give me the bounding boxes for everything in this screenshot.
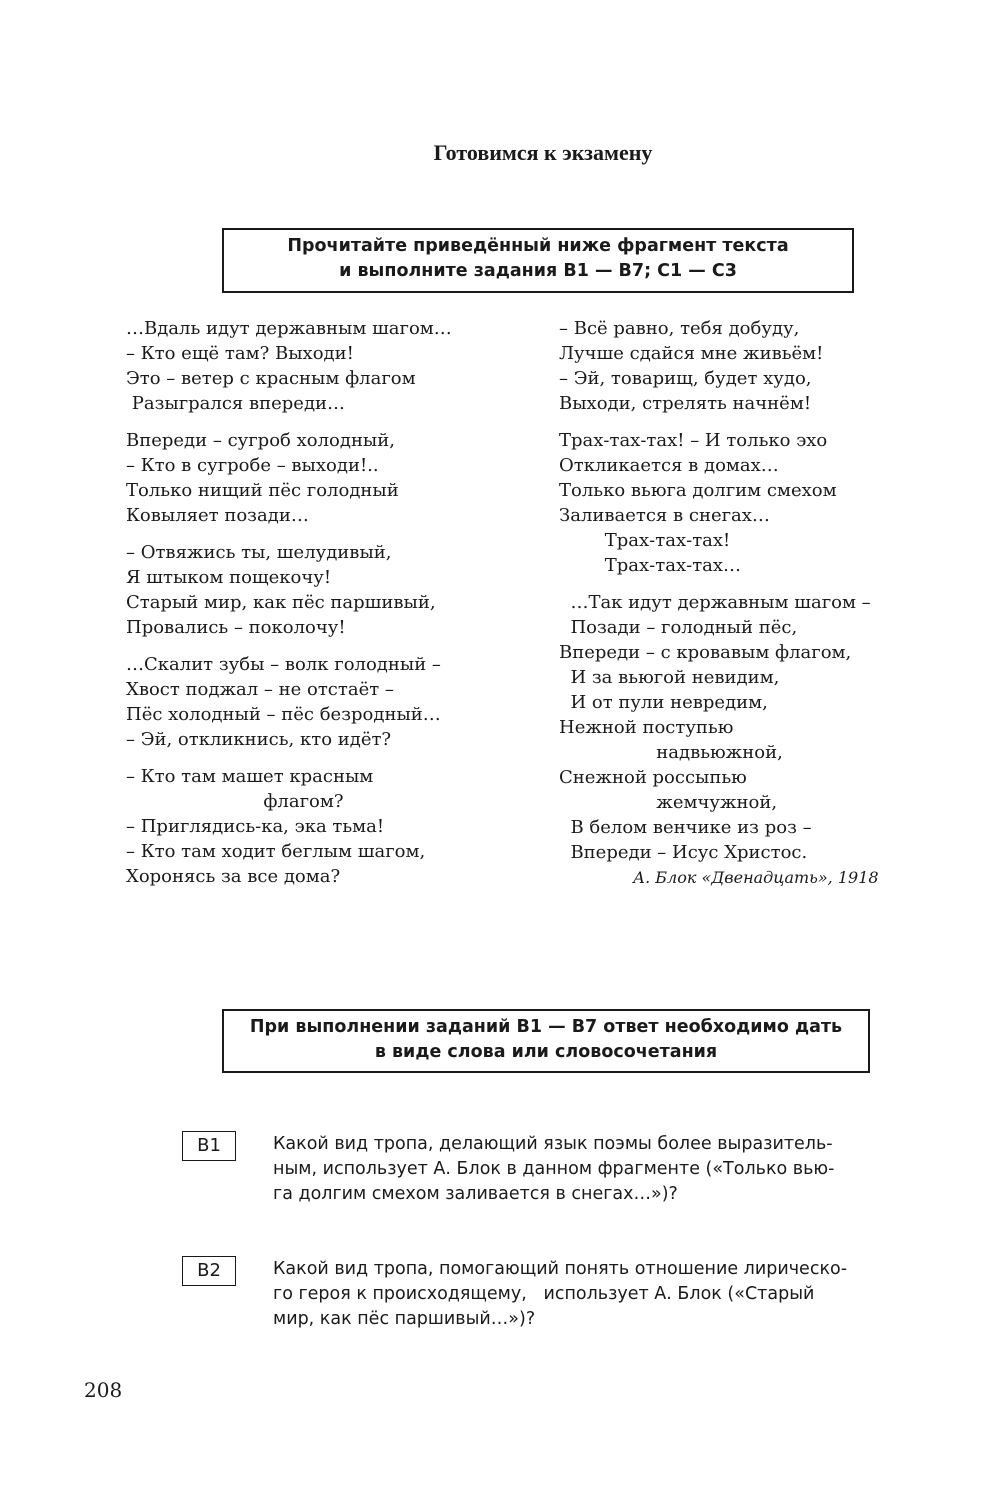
task-line: Какой вид тропа, помогающий понять отношение лирическо- (273, 1259, 848, 1279)
page-heading: Готовимся к экзамену (433, 140, 653, 165)
page-number: 208 (84, 1378, 123, 1402)
poem-line: И от пули невредим, (559, 692, 768, 713)
stanza (126, 540, 526, 640)
poem-line: Заливается в снегах… (559, 505, 770, 526)
poem-line: Впереди – сугроб холодный, (126, 430, 395, 451)
poem-line: Хоронясь за все дома? (126, 866, 341, 887)
poem-right-column (559, 316, 959, 902)
poem-line: – Кто ещё там? Выходи! (126, 343, 354, 364)
poem-line: Пёс холодный – пёс безродный… (126, 704, 441, 725)
poem-line: …Так идут державным шагом – (559, 592, 871, 613)
task-label-b2: В2 (182, 1256, 236, 1286)
task-text-b2 (273, 1257, 913, 1332)
poem-line: – Эй, откликнись, кто идёт? (126, 729, 392, 750)
poem-line: – Отвяжись ты, шелудивый, (126, 542, 392, 563)
poem-line: В белом венчике из роз – (559, 817, 812, 838)
instruction-box (222, 228, 854, 293)
poem-line: Откликается в домах… (559, 455, 779, 476)
poem-line: – Кто в сугробе – выходи!.. (126, 455, 379, 476)
task-line: го героя к происходящему, использует А. Блок («Старый (273, 1284, 815, 1304)
instruction-line: Прочитайте приведённый ниже фрагмент текста (287, 236, 789, 256)
poem-line: Только вьюга долгим смехом (559, 480, 837, 501)
poem-line: Я штыком пощекочу! (126, 567, 332, 588)
poem-line: Впереди – Исус Христос. (559, 842, 808, 863)
stanza (559, 428, 959, 578)
answer-instruction-line: При выполнении заданий В1 — В7 ответ необходимо дать (249, 1017, 843, 1037)
poem-line: – Приглядись-ка, эка тьма! (126, 816, 385, 837)
task-line: га долгим смехом заливается в снегах…»)? (273, 1184, 678, 1204)
poem-line: Разыгрался впереди… (126, 393, 346, 414)
answer-instruction-box (222, 1009, 870, 1073)
poem-line: Провались – поколочу! (126, 617, 346, 638)
poem-attribution: А. Блок «Двенадцать», 1918 (633, 868, 879, 887)
poem-line: Трах-тах-тах! – И только эхо (559, 430, 828, 451)
stanza (126, 428, 526, 528)
poem-line: Нежной поступью (559, 717, 734, 738)
poem-line: …Скалит зубы – волк голодный – (126, 654, 441, 675)
poem-line: Только нищий пёс голодный (126, 480, 399, 501)
stanza (559, 590, 959, 890)
task-line: мир, как пёс паршивый…»)? (273, 1309, 536, 1329)
poem-line: жемчужной, (559, 792, 778, 813)
poem-line: Трах-тах-тах… (559, 555, 742, 576)
poem-line: надвьюжной, (559, 742, 783, 763)
poem-line: флагом? (126, 791, 344, 812)
poem-line: – Эй, товарищ, будет худо, (559, 368, 812, 389)
poem-left-column (126, 316, 526, 901)
poem-line: Лучше сдайся мне живьём! (559, 343, 824, 364)
stanza (126, 316, 526, 416)
poem-line: Трах-тах-тах! (559, 530, 731, 551)
task-text-b1 (273, 1132, 913, 1207)
poem-line: Старый мир, как пёс паршивый, (126, 592, 436, 613)
task-line: Какой вид тропа, делающий язык поэмы более выразитель- (273, 1134, 833, 1154)
poem-line: Впереди – с кровавым флагом, (559, 642, 852, 663)
poem-line: – Кто там машет красным (126, 766, 374, 787)
poem-line: Хвост поджал – не отстаёт – (126, 679, 394, 700)
stanza (126, 764, 526, 889)
poem-line: Это – ветер с красным флагом (126, 368, 416, 389)
answer-instruction-line: в виде слова или словосочетания (374, 1042, 718, 1062)
task-line: ным, использует А. Блок в данном фрагменте («Только вью- (273, 1159, 835, 1179)
poem-line: И за вьюгой невидим, (559, 667, 780, 688)
poem-line: – Всё равно, тебя добуду, (559, 318, 800, 339)
poem-line: – Кто там ходит беглым шагом, (126, 841, 426, 862)
poem-line: …Вдаль идут державным шагом… (126, 318, 452, 339)
poem-line: Ковыляет позади… (126, 505, 309, 526)
instruction-line: и выполните задания В1 — В7; С1 — С3 (339, 261, 737, 281)
poem-line: Снежной россыпью (559, 767, 747, 788)
poem-line: Позади – голодный пёс, (559, 617, 798, 638)
task-label-b1: В1 (182, 1131, 236, 1161)
stanza (559, 316, 959, 416)
poem-line: Выходи, стрелять начнём! (559, 393, 812, 414)
stanza (126, 652, 526, 752)
